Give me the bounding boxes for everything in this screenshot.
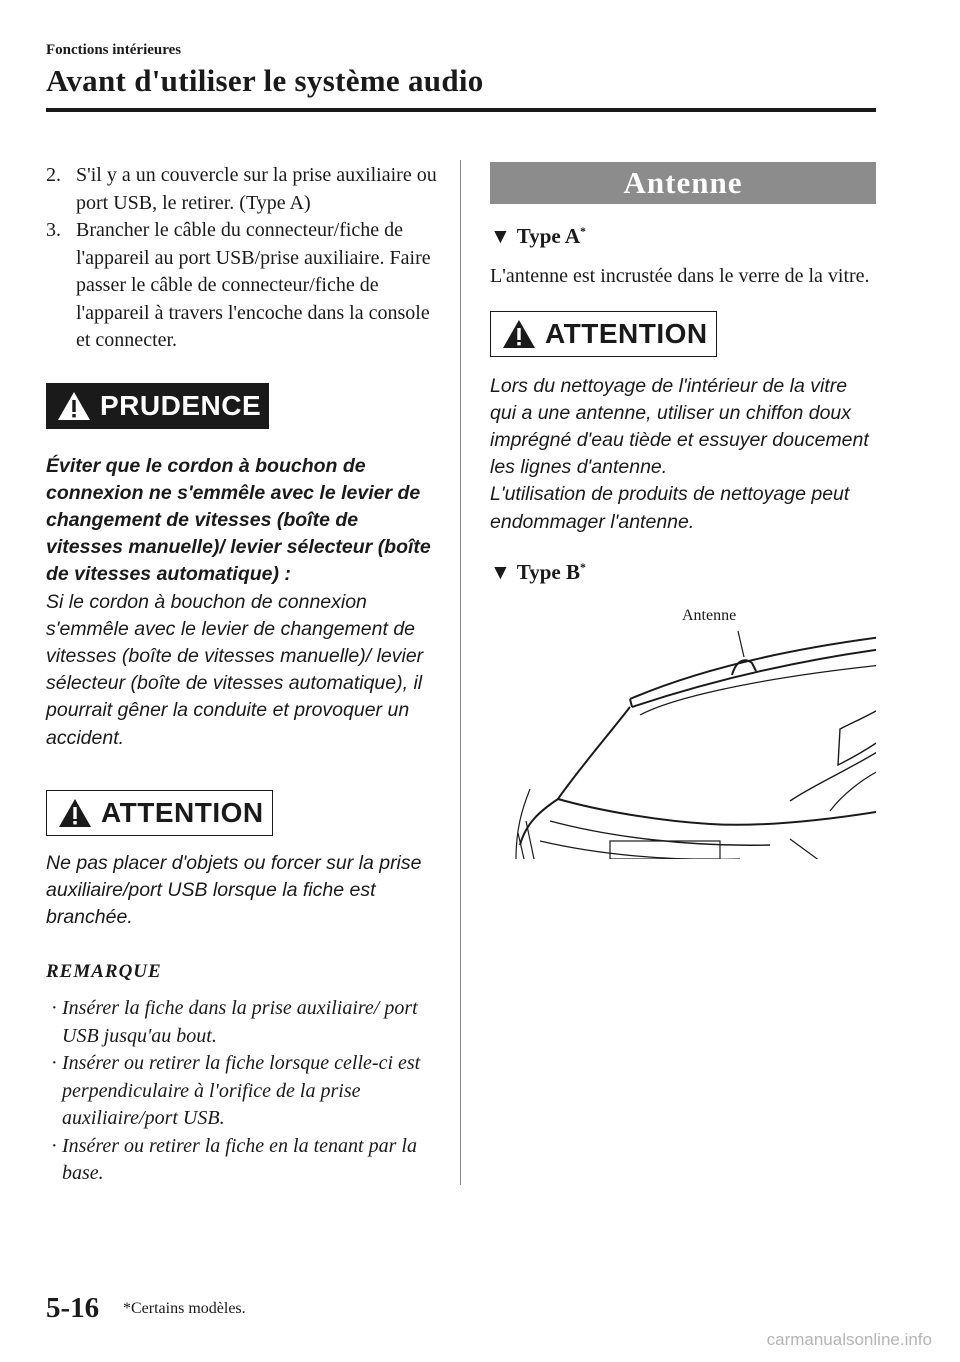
attention-text: Ne pas placer d'objets ou forcer sur la prise auxiliaire/port USB lorsque la fiche est branchée. [46,851,422,929]
prudence-text [46,453,438,752]
asterisk: * [580,559,587,574]
remarque-text: Insérer ou retirer la fiche lorsque celle-ci est perpendiculaire à l'orifice de la prise auxiliaire/port USB. [62,1052,421,1130]
step-2 [46,162,438,217]
remarque-text: Insérer la fiche dans la prise auxiliaire/ port USB jusqu'au bout. [62,997,418,1047]
prudence-body-text: Si le cordon à bouchon de connexion s'emmêle avec le levier de changement de vitesses (boîte de vitesses manuelle)/ levier sélecteur (boîte de vitesses automatique), il pourrait gêner la conduite et provoquer un accident. [46,590,424,749]
warning-triangle-icon [57,797,93,829]
watermark: carmanualsonline.info [766,1330,932,1349]
page-header [46,42,876,99]
antenne-attention-text: Lors du nettoyage de l'intérieur de la vitre qui a une antenne, utiliser un chiffon doux imprégné d'eau tiède et essuyer doucement les lignes d'antenne. L'utilisation de produits de nettoyage peut endommager l'antenne. [490,374,869,533]
triangle-marker-icon: ▼ [490,559,511,584]
bullet-icon: · [51,1134,57,1157]
bullet-icon: · [51,1052,57,1075]
step-text: S'il y a un couvercle sur la prise auxiliaire ou port USB, le retirer. (Type A) [76,164,437,214]
antenne-label: Antenne [682,606,737,624]
rear-car-illustration [490,589,876,859]
header-rule [46,108,876,112]
type-a-label: Type A [516,224,581,248]
step-number: 3. [46,219,61,241]
type-b-label: Type B [516,559,581,584]
section-name: Fonctions intérieures [46,42,182,58]
right-column [490,162,876,859]
step-number: 2. [46,164,61,186]
attention-label: ATTENTION [101,796,264,828]
warning-triangle-icon [56,390,92,422]
remarque-item [46,1050,438,1133]
asterisk: * [580,224,587,238]
attention-badge [46,790,273,836]
attention-badge [490,311,717,357]
bullet-icon: · [51,997,57,1020]
step-text: Brancher le câble du connecteur/fiche de l'appareil au port USB/prise auxiliaire. Faire passer le câble de connecteur/fiche de l'appareil à travers l'encoche dans la console et connecter. [76,219,431,351]
warning-triangle-icon [501,318,537,350]
attention-label: ATTENTION [545,317,708,349]
triangle-marker-icon: ▼ [490,224,511,248]
step-3 [46,217,438,355]
car-rear-drawing [490,589,876,859]
left-column [46,162,438,1188]
remarque-item [46,995,438,1050]
type-a-text: L'antenne est incrustée dans le verre de la vitre. [490,265,870,287]
antenne-banner: Antenne [490,162,876,204]
page-title: Avant d'utiliser le système audio [46,63,484,98]
footnote: *Certains modèles. [123,1300,246,1317]
remarque-text: Insérer ou retirer la fiche en la tenant par la base. [62,1134,417,1185]
type-a-heading [490,224,876,249]
column-divider [460,160,461,1185]
remarque-heading: REMARQUE [46,961,162,983]
prudence-label: PRUDENCE [100,389,262,421]
page-number: 5-16 [46,1292,100,1324]
type-b-heading [490,560,876,585]
remarque-item [46,1133,438,1188]
prudence-badge [46,383,269,429]
prudence-bold-text: Éviter que le cordon à bouchon de connexion ne s'emmêle avec le levier de changement de vitesses (boîte de vitesses manuelle)/ levier sélecteur (boîte de vitesses automatique) : [46,454,431,586]
